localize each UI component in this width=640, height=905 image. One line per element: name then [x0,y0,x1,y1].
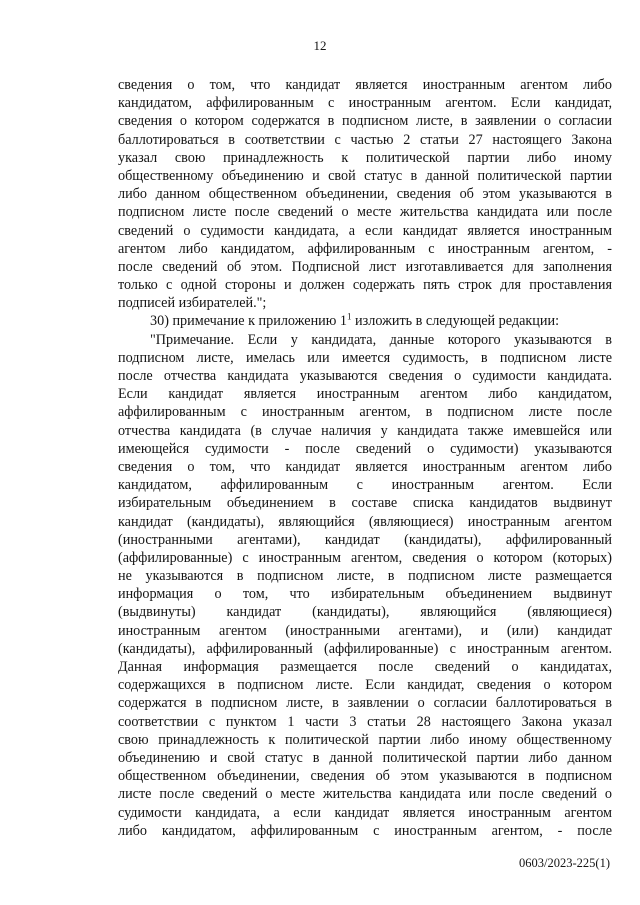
text-line: сведений о судимости кандидата, а если кандидат является иностранным [118,222,612,239]
text-line: общественном объединении, сведения об этом указываются в подписном [118,768,612,785]
text-line: кандидатом, аффилированным с иностранным агентом. Если [118,477,612,494]
text-line: листе после сведений о месте жительства кандидата или после сведений о [118,786,612,803]
text-line: либо кандидатом, аффилированным с иностранным агентом, - после [118,822,612,839]
text-line: аффилированным с иностранным агентом, в подписном листе после [118,404,612,421]
text-line: агентом либо кандидатом, аффилированным с иностранным агентом, - [118,240,612,257]
text-line: сведения о котором содержатся в подписном листе, в заявлении о согласии [118,113,612,130]
text-line: либо данном общественном объединении, сведения об этом указываются в [118,186,612,203]
text-line: баллотироваться в соответствии с частью 2 статьи 27 настоящего Закона [118,131,612,148]
text-line: свою принадлежность к политической партии либо иному общественному [118,731,612,748]
text-line: "Примечание. Если у кандидата, данные которого указываются в [150,331,612,348]
text-line: кандидатом, аффилированным с иностранным агентом. Если кандидат, [118,95,612,112]
text-line: не указываются в подписном листе, в подписном листе размещается [118,568,612,585]
text-line: подписном листе после сведений о месте жительства кандидата или после [118,204,612,221]
text-line: сведения о том, что кандидат является иностранным агентом либо [118,458,612,475]
page-number: 12 [313,38,327,53]
text-line: информация о том, что избирательным объединением выдвинут [118,586,612,603]
text-line: иностранным агентом (иностранными агентами), и (или) кандидат [118,622,612,639]
text-line: (иностранными агентами), кандидат (кандидаты), аффилированный [118,531,612,548]
item-30-heading [118,312,612,330]
text-line: Данная информация размещается после сведений о кандидатах, [118,659,612,675]
text-line: содержащихся в подписном листе. Если кандидат, сведения о котором [118,677,612,694]
text-line: кандидат (кандидаты), являющийся (являющиеся) иностранным агентом [118,513,612,530]
text-line: (аффилированные) с иностранным агентом, сведения о котором (которых) [118,549,612,566]
text-line: указал свою принадлежность к политической партии либо иному [118,149,612,166]
document-code: 0603/2023-225(1) [519,856,610,870]
text-line: отчества кандидата (в случае наличия у кандидата также имевшейся или [118,422,612,439]
text-line: судимости кандидата, а если кандидат является иностранным агентом [118,804,612,821]
text-line: соответствии с пунктом 1 части 3 статьи 28 настоящего Закона указал [118,713,612,730]
item-30-tail: изложить в следующей редакции: [351,313,560,330]
text-line: (кандидаты), аффилированный (аффилированные) с иностранным агентом. [118,640,612,657]
text-line: избирательным объединением в составе списка кандидатов выдвинут [118,495,612,512]
item-30-text: 30) примечание к приложению 1 [150,313,347,330]
text-line: (выдвинуты) кандидат (кандидаты), являющийся (являющиеся) [118,604,612,621]
text-line: только с одной стороны и должен содержать пять строк для проставления [118,277,612,294]
text-line: после сведений об этом. Подписной лист изготавливается для заполнения [118,258,612,275]
text-line: объединению и свой статус в данной политической партии либо данном [118,749,612,766]
text-line: содержатся в подписном листе, в заявлении о согласии баллотироваться в [118,695,612,712]
text-line: сведения о том, что кандидат является иностранным агентом либо [118,77,612,93]
text-line: общественному объединению и свой статус в данной политической партии [118,167,612,184]
text-line: Если кандидат является иностранным агентом либо кандидатом, [118,386,612,403]
paragraph-continuation [118,76,612,312]
text-line: подписном листе, имелась или имеется судимость, в подписном листе [118,349,612,366]
text-line: подписей избирателей."; [118,295,267,312]
note-paragraph [118,331,612,840]
text-line: имеющейся судимости - после сведений о судимости) указываются [118,440,612,457]
document-body [118,76,612,840]
superscript: 1 [347,312,352,322]
text-line: после отчества кандидата указываются сведения о судимости кандидата. [118,368,612,384]
